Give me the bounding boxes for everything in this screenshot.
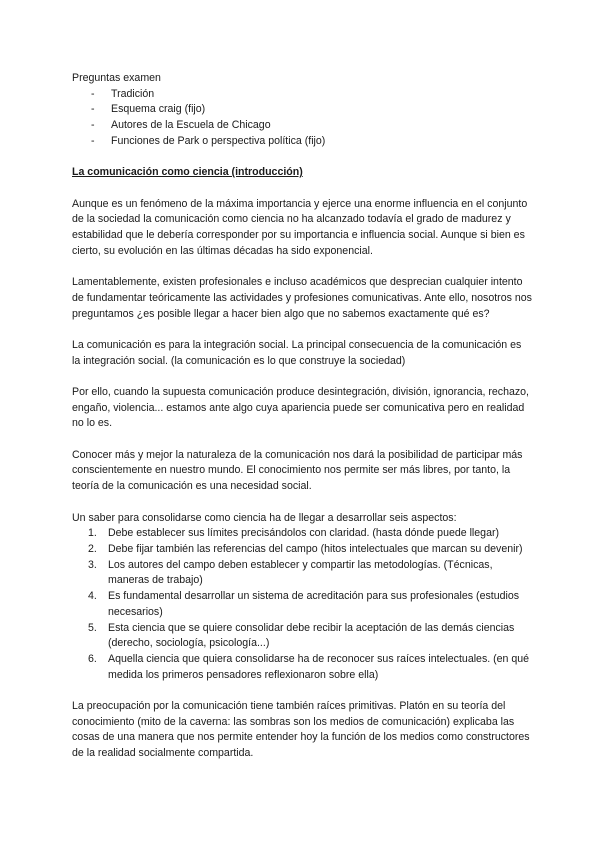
list-item <box>72 558 532 589</box>
document-page <box>72 71 532 762</box>
exam-questions-title: Preguntas examen <box>72 72 161 84</box>
list-item <box>72 542 532 558</box>
paragraph: Conocer más y mejor la naturaleza de la comunicación nos dará la posibilidad de participar más conscientemente en nuestro mundo. El conocimiento nos permite ser más libres, por tanto, la teoría de la comunicación es una necesidad social. <box>72 448 523 493</box>
paragraph: Un saber para consolidarse como ciencia ha de llegar a desarrollar seis aspectos: <box>72 511 457 524</box>
exam-questions-list <box>72 87 532 150</box>
list-number: 4. <box>88 590 97 603</box>
paragraph: Lamentablemente, existen profesionales e incluso académicos que desprecian cualquier intento de fundamentar teóricamente las actividades y profesiones comunicativas. Ante ello, nosotros nos preguntamos ¿es posible llegar a hacer bien algo que no sabemos exactamente qué es? <box>72 276 532 320</box>
list-item: - Esquema craig (fijo) <box>72 102 532 118</box>
list-item: - Funciones de Park o perspectiva política (fijo) <box>72 134 532 150</box>
list-item <box>72 621 532 652</box>
list-item: - Tradición <box>72 87 532 103</box>
list-item <box>72 526 532 542</box>
list-number: 5. <box>88 621 97 634</box>
list-item-text: Es fundamental desarrollar un sistema de acreditación para sus profesionales (estudios necesarios) <box>108 590 520 618</box>
paragraph: Por ello, cuando la supuesta comunicación produce desintegración, división, ignorancia, rechazo, engaño, violencia... estamos ante algo cuya apariencia puede ser comunicativa pero en realidad no lo es. <box>72 385 529 430</box>
list-item-text: Aquella ciencia que quiera consolidarse ha de reconocer sus raíces intelectuales. (en qué medida los primeros pensadores reflexionaron sobre ella) <box>108 652 530 681</box>
paragraph: La comunicación es para la integración social. La principal consecuencia de la comunicación es la integración social. (la comunicación es lo que construye la sociedad) <box>72 338 522 367</box>
list-number: 2. <box>88 542 97 555</box>
paragraph: La preocupación por la comunicación tiene también raíces primitivas. Platón en su teoría del conocimiento (mito de la caverna: las sombras son los medios de comunicación) explicaba las cosas de una manera que nos permite entender hoy la función de los medios como constructores de la realidad socialmente compartida. <box>72 700 530 760</box>
list-item-text: Debe fijar también las referencias del campo (hitos intelectuales que marcan su devenir) <box>108 542 523 555</box>
list-item-text: Los autores del campo deben establecer y compartir las metodologías. (Técnicas, maneras de trabajo) <box>108 558 493 587</box>
aspects-list <box>72 526 532 683</box>
list-item-text: Esta ciencia que se quiere consolidar debe recibir la aceptación de las demás ciencias (derecho, sociología, psicología...) <box>108 621 515 650</box>
paragraph: Aunque es un fenómeno de la máxima importancia y ejerce una enorme influencia en el conjunto de la sociedad la comunicación como ciencia no ha alcanzado todavía el grado de madurez y estabilidad que le debería corresponder por su importancia e influencia social. Aunque si bien es cierto, su evolución en las últimas décadas ha sido exponencial. <box>72 197 528 257</box>
list-number: 3. <box>88 558 97 571</box>
section-title: La comunicación como ciencia (introducción) <box>72 166 303 179</box>
list-item: - Autores de la Escuela de Chicago <box>72 118 532 134</box>
list-item <box>72 652 532 683</box>
list-number: 6. <box>88 652 97 665</box>
list-number: 1. <box>88 527 97 540</box>
list-item <box>72 589 532 620</box>
list-item-text: Debe establecer sus límites precisándolos con claridad. (hasta dónde puede llegar) <box>108 527 500 540</box>
